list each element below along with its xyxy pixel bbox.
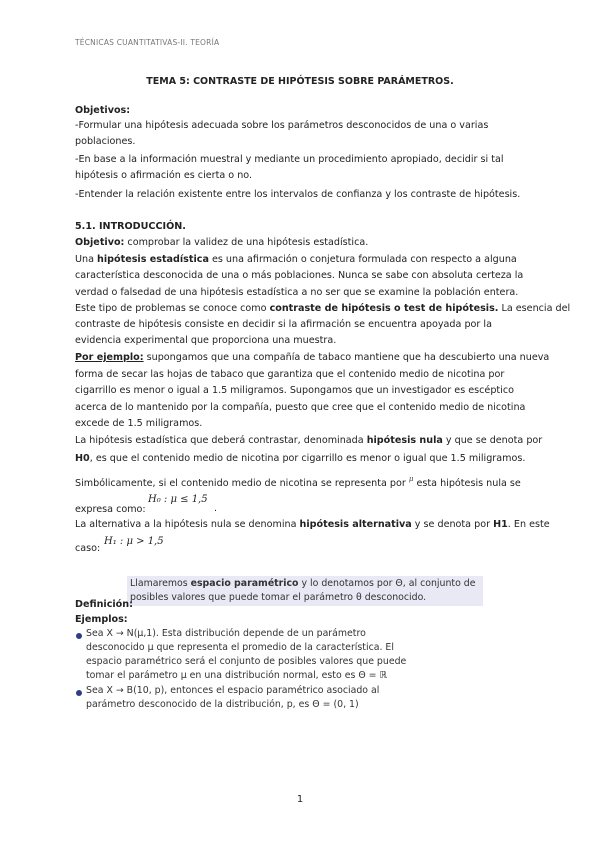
h1-formula: H₁ : μ > 1,5: [104, 536, 164, 547]
paragraph-line: [75, 252, 517, 267]
paragraph-line: [75, 476, 521, 492]
bold-term: hipótesis alternativa: [299, 519, 412, 530]
objective-paragraph: [75, 235, 368, 250]
section-heading: 5.1. INTRODUCCIÓN.: [75, 221, 186, 232]
text-run: . En este: [507, 519, 550, 530]
paragraph-line: evidencia experimental que proporciona una muestra.: [75, 335, 337, 346]
example-line: tomar el parámetro μ en una distribución normal, esto es Θ = ℝ: [86, 670, 387, 681]
text-run: Este tipo de problemas se conoce como: [75, 303, 270, 314]
objective-line: -En base a la información muestral y mediante un procedimiento apropiado, decidir si tal: [75, 154, 504, 165]
bold-term: hipótesis estadística: [97, 254, 209, 265]
examples-heading: Ejemplos:: [75, 614, 128, 625]
h0-formula: H₀ : μ ≤ 1,5: [148, 494, 208, 505]
page-header: TÉCNICAS CUANTITATIVAS-II. TEORÍA: [75, 38, 220, 47]
paragraph-line: expresa como:: [75, 504, 146, 515]
example-line: Sea X → N(μ,1). Esta distribución depende de un parámetro: [86, 628, 366, 639]
page-title: TEMA 5: CONTRASTE DE HIPÓTESIS SOBRE PARÁMETROS.: [146, 76, 454, 87]
text-run: , es que el contenido medio de nicotina por cigarrillo es menor o igual que 1.5 miligramos.: [89, 453, 526, 464]
paragraph-line: [75, 433, 542, 448]
text-run: Llamaremos: [130, 578, 191, 589]
paragraph-line: [75, 451, 525, 466]
example-label: Por ejemplo:: [75, 352, 144, 363]
paragraph-line: característica desconocida de una o más poblaciones. Nunca se sabe con absoluta certeza la: [75, 270, 524, 281]
objectives-heading: Objetivos:: [75, 105, 131, 116]
objetivo-label: Objetivo:: [75, 237, 125, 248]
example-line: parámetro desconocido de la distribución, p, es Θ = (0, 1): [86, 699, 359, 710]
text-run: Simbólicamente, si el contenido medio de nicotina se representa por: [75, 478, 406, 489]
objective-line: -Formular una hipótesis adecuada sobre los parámetros desconocidos de una o varias: [75, 120, 489, 131]
mu-symbol: μ: [408, 475, 414, 483]
text-run: es una afirmación o conjetura formulada con respecto a alguna: [208, 254, 517, 265]
paragraph-line: verdad o falsedad de una hipótesis estadística a no ser que se examine la población entera.: [75, 287, 519, 298]
objective-line: poblaciones.: [75, 136, 136, 147]
example-line: Sea X → B(10, p), entonces el espacio paramétrico asociado al: [86, 685, 380, 696]
text-run: La hipótesis estadística que deberá contrastar, denominada: [75, 435, 367, 446]
text-run: esta hipótesis nula se: [416, 478, 521, 489]
text-run: y que se denota por: [442, 435, 543, 446]
paragraph-line: [75, 517, 550, 532]
text-run: La alternativa a la hipótesis nula se denomina: [75, 519, 300, 530]
paragraph-line: acerca de lo mantenido por la compañía, puesto que cree que el contenido medio de nicotina: [75, 402, 526, 413]
period: .: [214, 503, 218, 514]
example-line: espacio paramétrico será el conjunto de posibles valores que puede: [86, 656, 407, 667]
paragraph-line: contraste de hipótesis consiste en decidir si la afirmación se encuentra apoyada por la: [75, 319, 492, 330]
objective-line: hipótesis o afirmación es cierta o no.: [75, 170, 253, 181]
example-line: desconocido μ que representa el promedio de la característica. El: [86, 642, 394, 653]
text-run: y se denota por: [411, 519, 494, 530]
paragraph-line: forma de secar las hojas de tabaco que garantiza que el contenido medio de nicotina por: [75, 369, 505, 380]
paragraph-line: cigarrillo es menor o igual a 1.5 miligramos. Supongamos que un investigador es escéptico: [75, 385, 514, 396]
bold-term: hipótesis nula: [366, 435, 443, 446]
bold-term: H0: [75, 453, 90, 464]
bullet-icon: [76, 690, 82, 696]
text-run: supongamos que una compañía de tabaco mantiene que ha descubierto una nueva: [143, 352, 550, 363]
bold-term: espacio paramétrico: [190, 578, 299, 589]
objective-line: -Entender la relación existente entre los intervalos de confianza y los contraste de hipótesis.: [75, 189, 521, 200]
objetivo-text: comprobar la validez de una hipótesis estadística.: [124, 237, 369, 248]
bullet-icon: [76, 633, 82, 639]
paragraph-line: caso:: [75, 543, 101, 554]
page-number: 1: [296, 794, 304, 805]
text-run: La esencia del: [498, 303, 571, 314]
definition-label: Definición:: [75, 599, 133, 610]
definition-line: [130, 578, 476, 589]
bold-term: contraste de hipótesis o test de hipótesis.: [269, 303, 499, 314]
paragraph-line: [75, 301, 570, 316]
text-run: Una: [75, 254, 98, 265]
paragraph-line: [75, 350, 549, 365]
definition-line: posibles valores que puede tomar el parámetro θ desconocido.: [130, 592, 427, 603]
bold-term: H1: [493, 519, 508, 530]
paragraph-line: excede de 1.5 miligramos.: [75, 418, 203, 429]
text-run: y lo denotamos por Θ, al conjunto de: [298, 578, 476, 589]
